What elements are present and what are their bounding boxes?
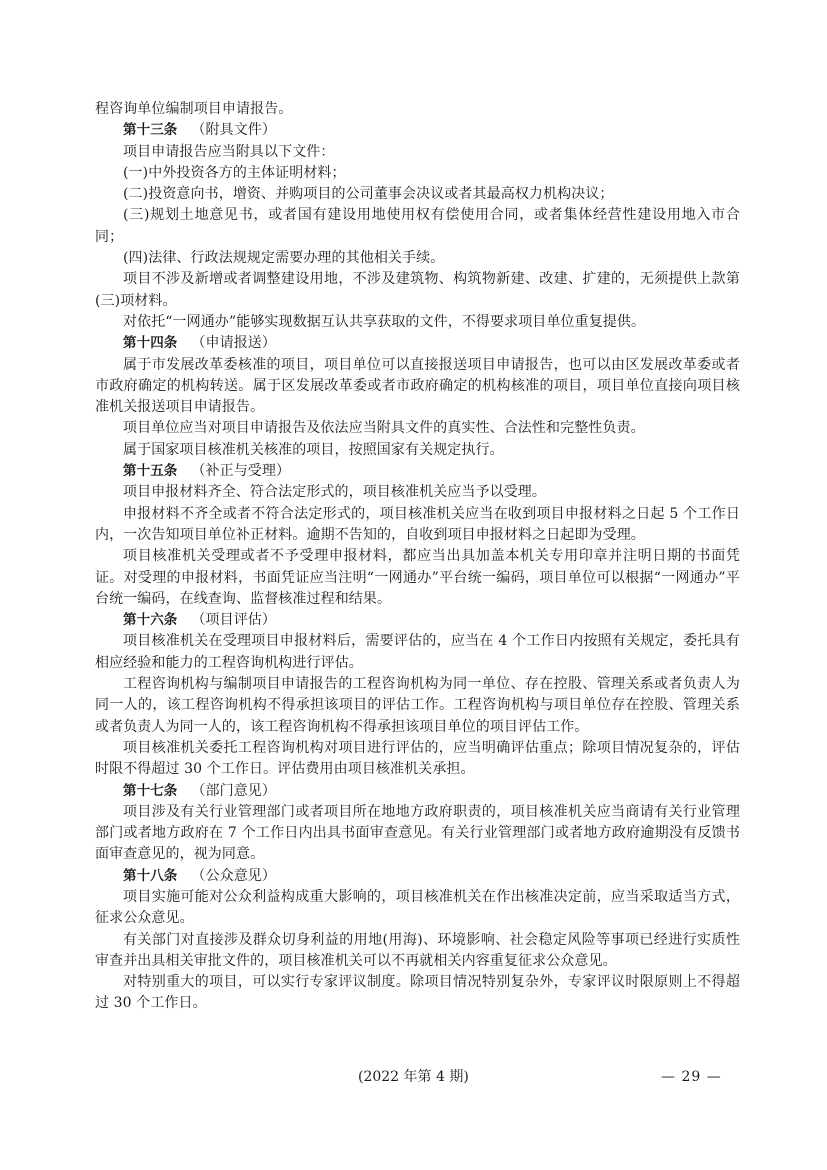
paragraph	[95, 142, 740, 163]
paragraph	[95, 972, 740, 1015]
paragraph-text: 项目不涉及新增或者调整建设用地，不涉及建筑物、构筑物新建、改建、扩建的，无须提供上款第(三)项材料。	[95, 271, 740, 309]
article-title: （附具文件）	[191, 122, 277, 139]
paragraph	[95, 269, 740, 312]
article-number: 第十五条	[123, 463, 178, 480]
paragraph	[95, 205, 740, 248]
paragraph	[95, 930, 740, 973]
article-title: （补正与受理）	[191, 463, 291, 480]
paragraph	[95, 674, 740, 738]
paragraph	[95, 802, 740, 866]
paragraph	[95, 738, 740, 781]
paragraph-text: 项目实施可能对公众利益构成重大影响的，项目核准机关在作出核准决定前，应当采取适当方式，征求公众意见。	[95, 888, 740, 927]
paragraph-text: (二)投资意向书，增资、并购项目的公司董事会决议或者其最高权力机构决议；	[123, 186, 614, 203]
paragraph-text: (一)中外投资各方的主体证明材料；	[123, 164, 346, 181]
paragraph-text: 项目申报材料齐全、符合法定形式的，项目核准机关应当予以受理。	[123, 484, 546, 501]
article-number: 第十七条	[123, 782, 178, 799]
paragraph	[95, 99, 740, 120]
paragraph	[95, 184, 740, 205]
article-heading	[95, 120, 740, 141]
article-heading	[95, 781, 740, 802]
paragraph	[95, 631, 740, 674]
paragraph-text: 对特别重大的项目，可以实行专家评议制度。除项目情况特别复杂外，专家评议时限原则上不得超过 30 个工作日。	[95, 974, 740, 1012]
paragraph	[95, 482, 740, 503]
paragraph-text: 申报材料不齐全或者不符合法定形式的，项目核准机关应当在收到项目申报材料之日起 5 个工作日内，一次告知项目单位补正材料。逾期不告知的，自收到项目申报材料之日起即为受理。	[95, 505, 740, 543]
paragraph-text: 项目核准机关在受理项目申报材料后，需要评估的，应当在 4 个工作日内按照有关规定，委托具有相应经验和能力的工程咨询机构进行评估。	[95, 633, 740, 671]
paragraph	[95, 504, 740, 547]
paragraph-text: (三)规划土地意见书，或者国有建设用地使用权有偿使用合同，或者集体经营性建设用地入市合同；	[95, 207, 740, 245]
paragraph-text: 程咨询单位编制项目申请报告。	[95, 101, 293, 117]
article-title: （部门意见）	[191, 782, 277, 799]
paragraph	[95, 355, 740, 419]
paragraph-text: 属于市发展改革委核准的项目，项目单位可以直接报送项目申请报告，也可以由区发展改革委或者市政府确定的机构转送。属于区发展改革委或者市政府确定的机构核准的项目，项目单位直接向项目核准机关报送项目申请报告。	[95, 356, 740, 416]
paragraph	[95, 248, 740, 269]
paragraph-text: 对依托“一网通办”能够实现数据互认共享获取的文件，不得要求项目单位重复提供。	[123, 313, 646, 330]
paragraph-text: 项目申请报告应当附具以下文件：	[123, 143, 335, 160]
article-number: 第十四条	[123, 335, 178, 352]
paragraph-text: (四)法律、行政法规规定需要办理的其他相关手续。	[123, 250, 445, 267]
article-heading	[95, 610, 740, 631]
paragraph	[95, 440, 740, 461]
article-heading	[95, 866, 740, 887]
paragraph-text: 项目核准机关受理或者不予受理申报材料，都应当出具加盖本机关专用印章并注明日期的书面凭证。对受理的申报材料，书面凭证应当注明“一网通办”平台统一编码，项目单位可以根据“一网通办”平台统一编码，在线查询、监督核准过程和结果。	[95, 548, 740, 607]
paragraph	[95, 887, 740, 930]
paragraph-text: 工程咨询机构与编制项目申请报告的工程咨询机构为同一单位、存在控股、管理关系或者负责人为同一人的，该工程咨询机构不得承担该项目的评估工作。工程咨询机构与项目单位存在控股、管理关系或者负责人为同一人的，该工程咨询机构不得承担该项目单位的项目评估工作。	[95, 676, 740, 735]
article-number: 第十三条	[123, 122, 178, 139]
document-body	[95, 99, 740, 1015]
article-title: （公众意见）	[191, 867, 277, 884]
article-number: 第十八条	[123, 867, 178, 884]
article-title: （项目评估）	[191, 612, 277, 629]
paragraph-text: 项目核准机关委托工程咨询机构对项目进行评估的，应当明确评估重点；除项目情况复杂的，评估时限不得超过 30 个工作日。评估费用由项目核准机关承担。	[95, 739, 740, 778]
paragraph-text: 项目涉及有关行业管理部门或者项目所在地地方政府职责的，项目核准机关应当商请有关行业管理部门或者地方政府在 7 个工作日内出具书面审查意见。有关行业管理部门或者地方政府逾期没有反馈书面审查意见的，视为同意。	[95, 803, 740, 863]
paragraph	[95, 546, 740, 610]
page-number: — 29 —	[661, 1069, 722, 1085]
paragraph	[95, 312, 740, 333]
paragraph	[95, 163, 740, 184]
article-heading	[95, 333, 740, 354]
paragraph-text: 属于国家项目核准机关核准的项目，按照国家有关规定执行。	[123, 441, 504, 458]
article-number: 第十六条	[123, 612, 178, 629]
article-heading	[95, 461, 740, 482]
paragraph-text: 有关部门对直接涉及群众切身利益的用地(用海)、环境影响、社会稳定风险等事项已经进行实质性审查并出具相关审批文件的，项目核准机关可以不再就相关内容重复征求公众意见。	[95, 931, 740, 969]
article-title: （申请报送）	[191, 335, 277, 352]
paragraph	[95, 418, 740, 439]
paragraph-text: 项目单位应当对项目申请报告及依法应当附具文件的真实性、合法性和完整性负责。	[123, 420, 645, 437]
issue-label: (2022 年第 4 期)	[358, 1069, 469, 1085]
